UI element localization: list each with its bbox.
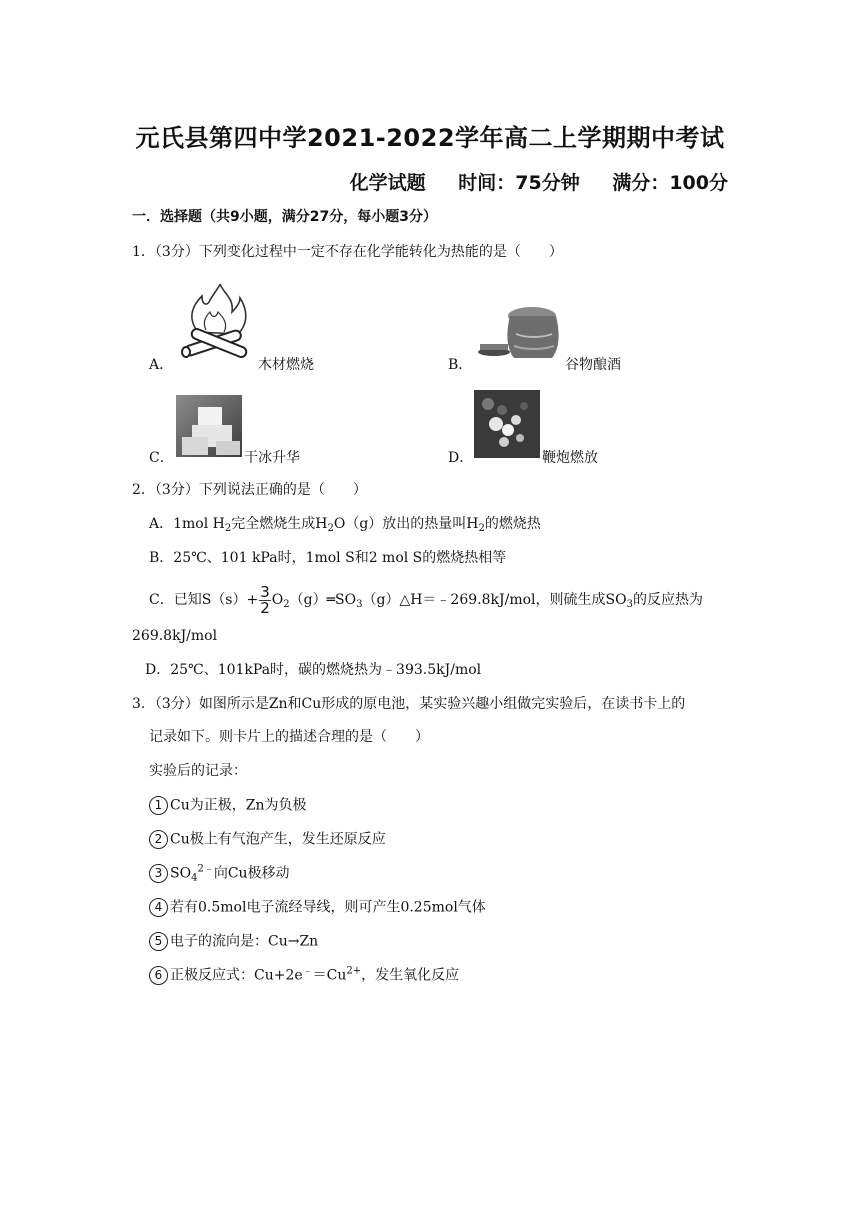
q2-option-a-part: 1mol H [173, 516, 225, 532]
q3-record-item-text: 电子的流向是：Cu→Zn [170, 933, 319, 950]
q3-record-item-text: Cu极上有气泡产生，发生还原反应 [170, 831, 386, 848]
q3-record-item-text: 若有0.5mol电子流经导线，则可产生0.25mol气体 [170, 899, 486, 916]
q1-option-a-letter: A． [149, 357, 174, 373]
q3-record-item-6 [149, 966, 459, 985]
fraction [259, 582, 271, 617]
firecracker-icon [474, 390, 540, 458]
q2-option-b-letter: B． [149, 550, 174, 566]
q3-record-item-text: ，发生氧化反应 [361, 967, 460, 984]
q2-option-c-part: 的反应热为 [632, 592, 703, 608]
subscript: 2 [327, 523, 334, 534]
q3-record-item-text: 正极反应式：Cu+2e [170, 967, 303, 984]
q3-record-item-text: SO [170, 865, 192, 882]
q2-option-c-letter: C． [149, 592, 174, 608]
circled-number: 4 [149, 898, 168, 917]
q2-option-b-text: 25℃、101 kPa时，1mol S和2 mol S的燃烧热相等 [173, 550, 507, 566]
subscript: 4 [191, 872, 198, 884]
circled-number: 3 [149, 864, 168, 883]
q3-record-item-text: 向Cu极移动 [213, 865, 290, 882]
subject-label: 化学试题 [349, 172, 426, 194]
subscript: 3 [356, 599, 363, 610]
superscript: ﹣ [302, 965, 313, 977]
q1-option-a [149, 354, 173, 374]
time-label: 时间：75分钟 [458, 172, 580, 194]
dry-ice-icon [176, 395, 242, 457]
q2-option-b [149, 549, 506, 567]
q1-option-d-text: 鞭炮燃放 [542, 450, 598, 466]
q2-option-a-part: 的燃烧热 [484, 516, 541, 532]
q1-stem: 1．（3分）下列变化过程中一定不存在化学能转化为热能的是（ ） [132, 244, 563, 260]
q1-option-c-letter: C． [149, 450, 174, 466]
q3-stem-line1: 3．（3分）如图所示是Zn和Cu形成的原电池，某实验兴趣小组做完实验后，在读书卡上的 [132, 696, 686, 712]
q2-option-c [149, 584, 703, 616]
q3-record-item-2 [149, 830, 386, 849]
q1-option-c-text: 干冰升华 [244, 450, 300, 466]
subscript: 2 [478, 523, 485, 534]
exam-title: 元氏县第四中学2021-2022学年高二上学期期中考试 [135, 124, 725, 152]
q2-option-d-letter: D． [145, 662, 171, 678]
q2-option-c-part: （g）═SO [289, 592, 357, 608]
q2-option-d [145, 661, 481, 679]
burning-wood-icon [176, 282, 256, 362]
q3-record-item-4 [149, 898, 486, 917]
q1-option-a-text: 木材燃烧 [258, 357, 314, 373]
superscript: 2﹣ [197, 863, 214, 875]
fraction-denominator: 2 [260, 598, 270, 617]
q3-record-item-5 [149, 932, 318, 951]
q2-option-a-part: 完全燃烧生成H [231, 516, 328, 532]
score-label: 满分：100分 [612, 172, 728, 194]
q2-option-c-part: 已知S（s）+ [173, 592, 259, 608]
q3-record-item-1 [149, 796, 306, 815]
circled-number: 2 [149, 830, 168, 849]
q1-option-b-letter: B． [448, 357, 473, 373]
q3-stem-line2: 记录如下。则卡片上的描述合理的是（ ） [149, 729, 429, 745]
q3-record-item-text: Cu为正极，Zn为负极 [170, 797, 307, 814]
q1-option-b-text: 谷物酿酒 [565, 357, 621, 373]
q2-option-c-continued: 269.8kJ/mol [132, 628, 218, 644]
subscript: 2 [224, 523, 232, 534]
q2-option-a [149, 515, 541, 533]
circled-number: 5 [149, 932, 168, 951]
exam-subtitle [350, 168, 728, 195]
wine-jar-icon [476, 304, 564, 362]
q2-stem: 2．（3分）下列说法正确的是（ ） [132, 482, 367, 498]
q3-record-label: 实验后的记录： [149, 763, 247, 779]
circled-number: 1 [149, 796, 168, 815]
fraction-numerator: 3 [260, 582, 270, 601]
superscript: 2+ [346, 965, 362, 977]
q2-option-c-part: （g）△H＝﹣269.8kJ/mol，则硫生成SO [362, 592, 627, 608]
subscript: 3 [626, 599, 633, 610]
subscript: 2 [283, 599, 290, 610]
q2-option-a-part: O（g）放出的热量叫H [333, 516, 479, 532]
q3-record-item-text: ＝Cu [312, 967, 347, 984]
q1-option-d-letter: D． [448, 450, 474, 466]
q3-record-item-3 [149, 864, 290, 883]
q2-option-a-letter: A． [149, 516, 174, 532]
circled-number: 6 [149, 966, 168, 985]
section-heading: 一．选择题（共9小题，满分27分，每小题3分） [132, 209, 437, 225]
q2-option-d-text: 25℃、101kPa时，碳的燃烧热为﹣393.5kJ/mol [170, 662, 482, 678]
q2-option-c-part: O [271, 592, 284, 608]
